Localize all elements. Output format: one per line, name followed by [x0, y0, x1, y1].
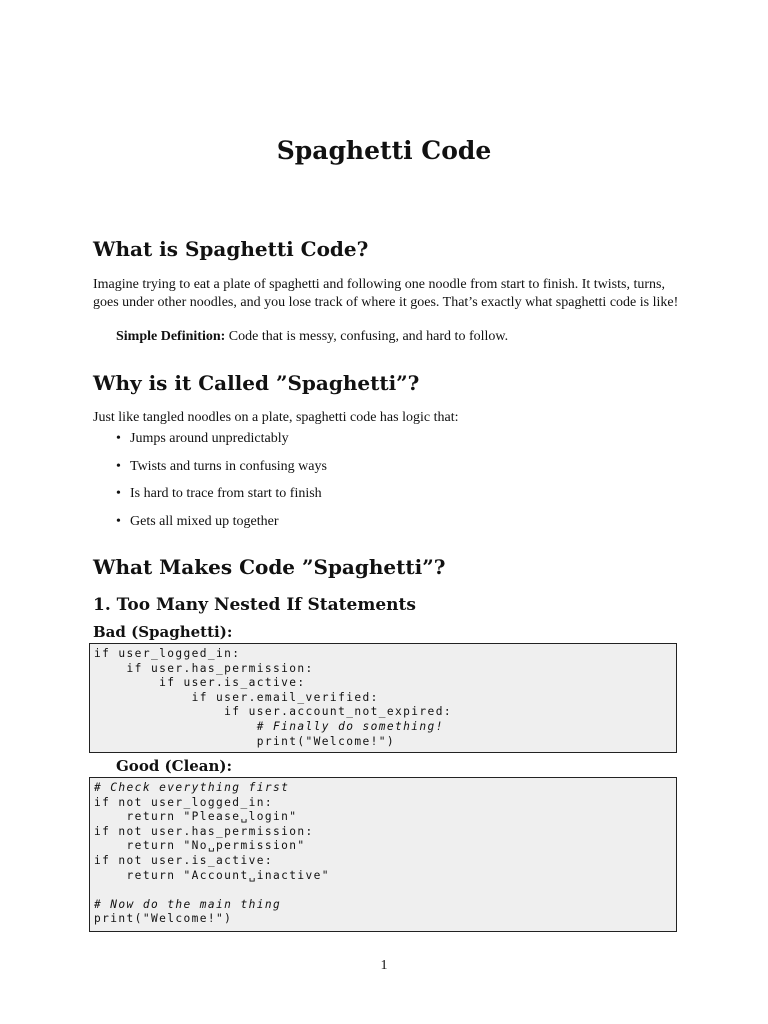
section-heading-why-called: Why is it Called ”Spaghetti”? [93, 371, 420, 395]
bullet-icon: • [116, 431, 121, 446]
code-line: if user.is_active: [94, 676, 306, 690]
list-item: • Twists and turns in confusing ways [116, 458, 327, 474]
definition-label: Simple Definition: [116, 329, 226, 344]
code-line: if user_logged_in: [94, 647, 241, 660]
code-line: return "Please␣login" [94, 810, 298, 824]
code-comment-line: # Now do the main thing [94, 897, 282, 911]
bad-example-label: Bad (Spaghetti): [93, 623, 233, 641]
page-number: 1 [380, 958, 388, 973]
section-heading-what-makes: What Makes Code ”Spaghetti”? [93, 555, 446, 579]
bullet-icon: • [116, 513, 121, 529]
simple-definition [116, 329, 508, 345]
reasons-list [116, 431, 327, 541]
code-line: if user.has_permission: [94, 661, 314, 675]
code-line [94, 883, 676, 898]
code-comment-line: # Finally do something! [94, 719, 444, 733]
definition-text: Code that is messy, confusing, and hard to follow. [225, 329, 509, 344]
good-example-label: Good (Clean): [116, 757, 233, 775]
why-intro: Just like tangled noodles on a plate, spaghetti code has logic that: [93, 410, 459, 425]
list-item: • Is hard to trace from start to finish [116, 486, 322, 501]
section-heading-what-is: What is Spaghetti Code? [93, 237, 369, 261]
bad-code-block [89, 643, 677, 753]
intro-paragraph: Imagine trying to eat a plate of spaghetti and following one noodle from start to finish. It twists, turns, goes under other noodles, and you lose track of where it goes. That’s exactly what spaghetti code is like! [93, 277, 679, 310]
code-line: print("Welcome!") [94, 912, 233, 926]
code-comment-line: # Check everything first [94, 781, 290, 794]
code-line: if user.email_verified: [94, 690, 379, 704]
code-line: print("Welcome!") [94, 734, 396, 748]
subsection-heading-nested-if: 1. Too Many Nested If Statements [93, 595, 416, 615]
list-item: • Gets all mixed up together [116, 513, 279, 529]
good-code-block [89, 777, 677, 932]
code-line: return "No␣permission" [94, 839, 306, 853]
bullet-icon: • [116, 458, 121, 474]
code-line: if not user_logged_in: [94, 795, 273, 809]
bullet-icon: • [116, 486, 121, 501]
page-title: Spaghetti Code [276, 136, 492, 165]
code-line: return "Account␣inactive" [94, 868, 330, 882]
code-line: if user.account_not_expired: [94, 705, 452, 719]
list-item: • Jumps around unpredictably [116, 431, 289, 446]
code-line: if not user.has_permission: [94, 824, 314, 838]
code-line: if not user.is_active: [94, 853, 273, 867]
